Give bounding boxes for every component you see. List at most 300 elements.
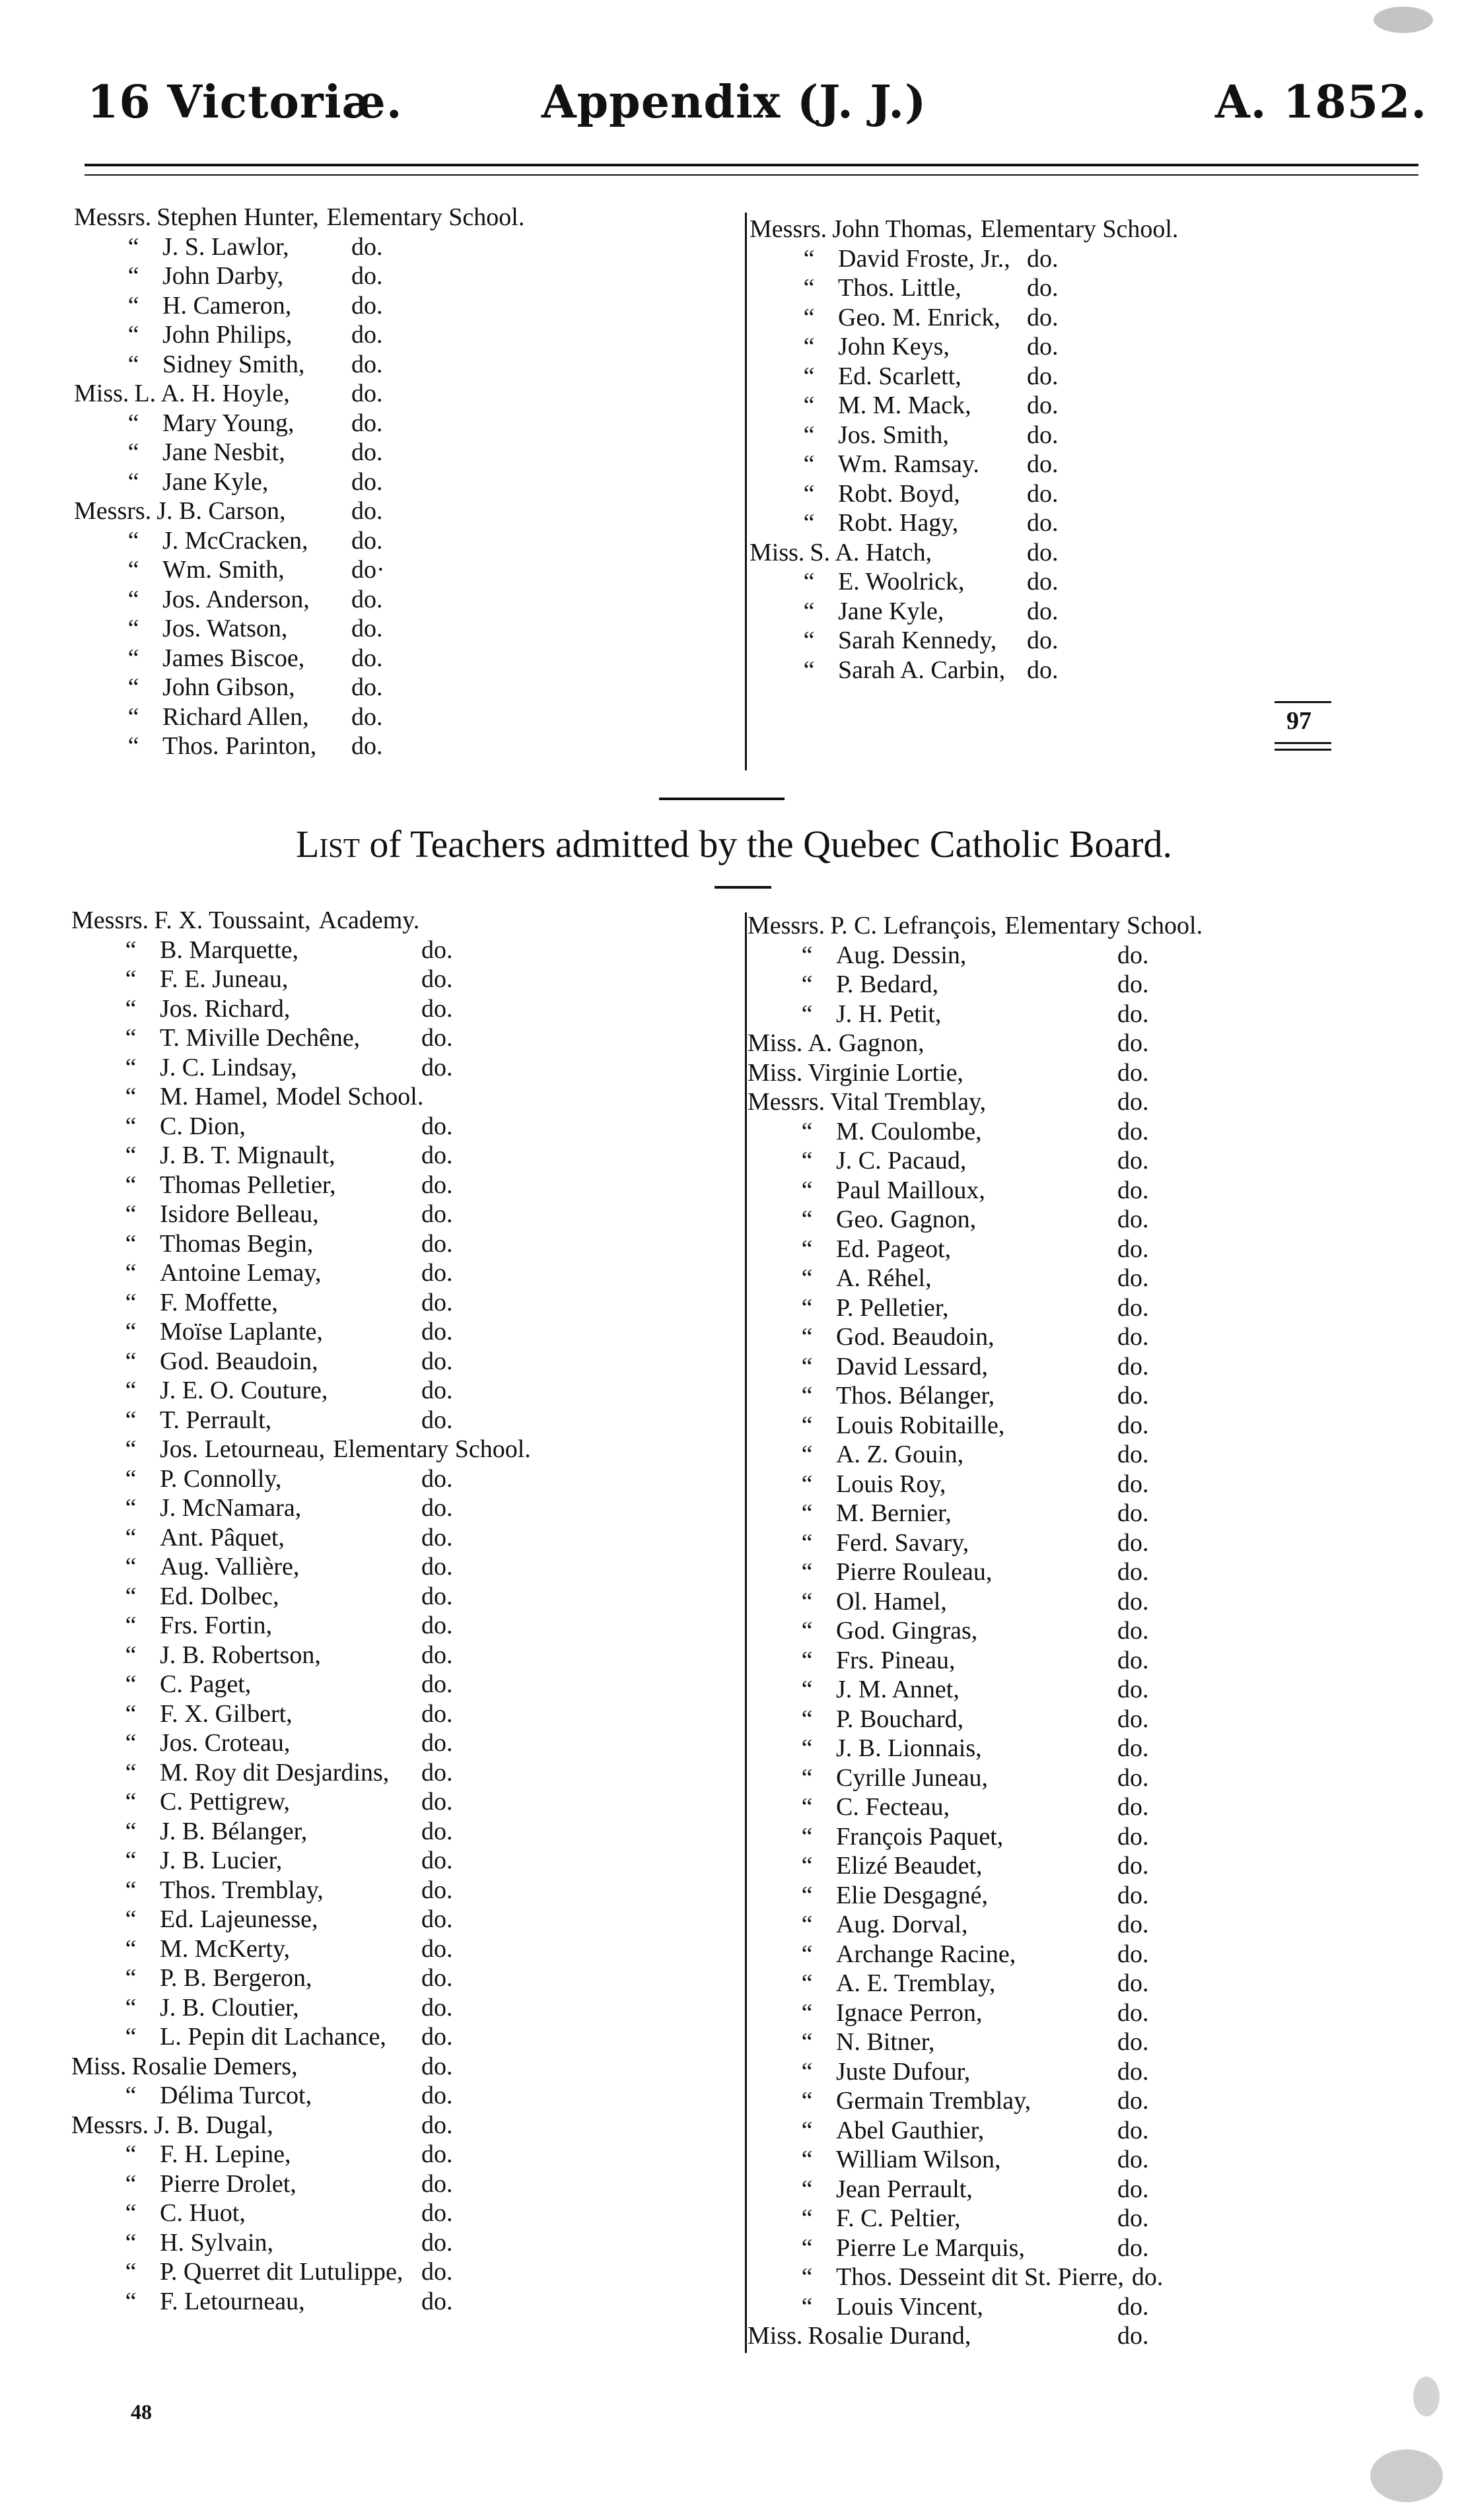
teacher-name: J. M. Annet, bbox=[836, 1676, 960, 1703]
school-type: do. bbox=[421, 1053, 453, 1081]
teacher-entry bbox=[748, 1822, 1448, 1852]
ditto-mark: “ bbox=[125, 1083, 137, 1110]
school-type: do. bbox=[351, 673, 383, 701]
ditto-mark: “ bbox=[125, 2169, 137, 2198]
teacher-entry bbox=[748, 1146, 1448, 1176]
teacher-entry bbox=[748, 941, 1448, 971]
teacher-name: Robt. Boyd, bbox=[838, 479, 960, 508]
ditto-mark: “ bbox=[127, 321, 139, 349]
school-type: do. bbox=[351, 380, 383, 407]
teacher-entry bbox=[74, 261, 734, 291]
ditto-mark: “ bbox=[125, 2082, 137, 2109]
section-separator-rule bbox=[659, 798, 785, 800]
school-type: do. bbox=[421, 1758, 453, 1787]
ditto-mark: “ bbox=[801, 1852, 813, 1880]
teacher-name: Frs. Pineau, bbox=[836, 1646, 956, 1674]
teacher-entry bbox=[748, 1176, 1448, 1206]
teacher-name: Abel Gauthier, bbox=[836, 2116, 985, 2144]
teacher-entry bbox=[748, 1734, 1448, 1763]
school-type: do. bbox=[1117, 1206, 1149, 1233]
ditto-mark: “ bbox=[801, 2116, 813, 2144]
teacher-entry bbox=[750, 215, 1410, 244]
school-type: do. bbox=[1117, 1852, 1149, 1880]
teacher-name: M. M. Mack, bbox=[838, 392, 971, 419]
teacher-entry bbox=[71, 1963, 732, 1993]
teacher-entry bbox=[748, 1058, 1448, 1088]
teacher-name: J. McCracken, bbox=[162, 526, 308, 555]
teacher-name: Jos. Smith, bbox=[838, 421, 949, 449]
school-type: do. bbox=[1117, 1646, 1149, 1674]
ditto-mark: “ bbox=[125, 1053, 137, 1081]
teacher-name: Jos. Letourneau, bbox=[160, 1435, 326, 1463]
teacher-name: A. E. Tremblay, bbox=[836, 1969, 996, 1997]
teacher-name: F. X. Gilbert, bbox=[160, 1699, 293, 1728]
ditto-mark: “ bbox=[127, 350, 139, 378]
school-type: do. bbox=[421, 1905, 453, 1933]
school-type: do. bbox=[1117, 1147, 1149, 1175]
teacher-name: Ed. Scarlett, bbox=[838, 362, 961, 390]
teacher-name: Juste Dufour, bbox=[836, 2057, 971, 2086]
ditto-mark: “ bbox=[801, 1382, 813, 1410]
teacher-entry bbox=[748, 1557, 1448, 1587]
school-type: do. bbox=[1117, 2087, 1149, 2115]
teacher-entry bbox=[71, 1406, 732, 1435]
teacher-name: N. Bitner, bbox=[836, 2028, 935, 2056]
ditto-mark: “ bbox=[801, 2087, 813, 2115]
teacher-name: H. Cameron, bbox=[162, 291, 292, 320]
teacher-name: C. Pettigrew, bbox=[160, 1788, 291, 1816]
ditto-mark: “ bbox=[127, 585, 139, 613]
teacher-name: L. Pepin dit Lachance, bbox=[160, 2023, 386, 2051]
teacher-entry bbox=[748, 1322, 1448, 1352]
teacher-name: J. C. Lindsay, bbox=[160, 1053, 297, 1081]
ditto-mark: “ bbox=[125, 1347, 137, 1375]
teacher-entry bbox=[750, 421, 1410, 450]
school-type: do. bbox=[1117, 1441, 1149, 1468]
teacher-name: L. A. H. Hoyle, bbox=[134, 380, 290, 407]
school-type: do. bbox=[351, 615, 383, 642]
total-rule-top bbox=[1275, 701, 1331, 703]
ditto-mark: “ bbox=[125, 1876, 137, 1904]
teacher-name: Thos. Little, bbox=[838, 274, 961, 302]
teacher-entry bbox=[748, 1851, 1448, 1881]
teacher-name: Jane Kyle, bbox=[162, 467, 269, 496]
title-prefix: Miss. bbox=[748, 1058, 803, 1087]
teacher-entry bbox=[74, 203, 734, 232]
school-type: do. bbox=[1027, 303, 1059, 331]
teacher-entry bbox=[71, 2228, 732, 2258]
school-type: do. bbox=[1131, 2263, 1164, 2291]
teacher-entry bbox=[748, 2116, 1448, 2146]
teacher-entry bbox=[750, 244, 1410, 274]
ditto-mark: “ bbox=[127, 409, 139, 437]
ditto-mark: “ bbox=[801, 971, 813, 998]
school-type: do. bbox=[1117, 1293, 1149, 1322]
school-type: do. bbox=[351, 438, 383, 466]
school-type: do. bbox=[421, 1817, 453, 1845]
teacher-name: F. X. Toussaint, bbox=[154, 906, 311, 934]
ditto-mark: “ bbox=[125, 2140, 137, 2168]
school-type: do. bbox=[1117, 1470, 1149, 1498]
ditto-mark: “ bbox=[125, 1905, 137, 1933]
ditto-mark: “ bbox=[801, 1147, 813, 1175]
school-type: do. bbox=[1117, 1940, 1149, 1968]
school-type: do. bbox=[1117, 1411, 1149, 1439]
school-type: do. bbox=[1027, 244, 1059, 273]
teacher-entry bbox=[750, 538, 1410, 568]
running-head-year: A. 1852. bbox=[1214, 76, 1427, 129]
school-type: do. bbox=[351, 467, 383, 496]
ditto-mark: “ bbox=[125, 1847, 137, 1874]
teacher-name: Rosalie Demers, bbox=[131, 2052, 298, 2080]
school-type: do. bbox=[1117, 1029, 1149, 1057]
teacher-name: Jane Kyle, bbox=[838, 597, 944, 625]
teacher-entry bbox=[71, 1200, 732, 1229]
teacher-name: Aug. Dorval, bbox=[836, 1911, 968, 1938]
school-type: do. bbox=[351, 732, 383, 760]
teacher-entry bbox=[748, 2263, 1448, 2292]
school-type: do. bbox=[421, 1523, 453, 1551]
teacher-entry bbox=[74, 614, 734, 644]
school-type: do. bbox=[351, 291, 383, 320]
school-type: do. bbox=[1117, 2233, 1149, 2262]
ditto-mark: “ bbox=[125, 936, 137, 964]
teacher-entry bbox=[748, 1616, 1448, 1646]
teacher-entry bbox=[748, 1411, 1448, 1441]
teacher-entry bbox=[71, 1728, 732, 1758]
ditto-mark: “ bbox=[801, 1206, 813, 1233]
section2-column-divider bbox=[745, 912, 747, 2353]
school-type: do. bbox=[421, 1876, 453, 1904]
school-type: do. bbox=[1027, 656, 1059, 684]
teacher-entry bbox=[74, 673, 734, 702]
teacher-entry bbox=[71, 906, 732, 936]
teacher-name: Sidney Smith, bbox=[162, 350, 305, 378]
school-type: do. bbox=[1117, 1058, 1149, 1087]
ditto-mark: “ bbox=[803, 303, 815, 331]
teacher-entry bbox=[74, 496, 734, 526]
teacher-name: Jean Perrault, bbox=[836, 2175, 973, 2203]
teacher-entry bbox=[71, 1758, 732, 1788]
teacher-entry bbox=[748, 970, 1448, 1000]
school-type: Elementary School. bbox=[1004, 912, 1203, 939]
school-type: do. bbox=[1117, 1323, 1149, 1351]
school-type: do. bbox=[421, 1670, 453, 1698]
school-type: do. bbox=[1027, 597, 1059, 625]
teacher-name: J. B. Robertson, bbox=[160, 1641, 321, 1669]
ditto-mark: “ bbox=[801, 2146, 813, 2173]
school-type: do. bbox=[1117, 1558, 1149, 1586]
ditto-mark: “ bbox=[801, 1528, 813, 1557]
teacher-entry bbox=[71, 1053, 732, 1083]
teacher-name: T. Miville Dechêne, bbox=[160, 1024, 361, 1052]
teacher-name: Vital Tremblay, bbox=[830, 1088, 987, 1116]
teacher-entry bbox=[71, 1376, 732, 1406]
ditto-mark: “ bbox=[803, 656, 815, 684]
ditto-mark: “ bbox=[803, 333, 815, 360]
teacher-name: J. B. Cloutier, bbox=[160, 1993, 299, 2022]
ditto-mark: “ bbox=[803, 421, 815, 449]
ditto-mark: “ bbox=[801, 2204, 813, 2232]
teacher-entry bbox=[71, 936, 732, 965]
teacher-entry bbox=[74, 555, 734, 585]
school-type: do. bbox=[351, 526, 383, 555]
teacher-name: Ed. Lajeunesse, bbox=[160, 1905, 318, 1933]
title-prefix: Messrs. bbox=[74, 203, 152, 231]
ditto-mark: “ bbox=[801, 2028, 813, 2056]
school-type: do. bbox=[421, 1934, 453, 1963]
teacher-name: Louis Roy, bbox=[836, 1470, 946, 1498]
ditto-mark: “ bbox=[127, 232, 139, 261]
school-type: do. bbox=[1027, 274, 1059, 302]
school-type: do. bbox=[1027, 392, 1059, 419]
ditto-mark: “ bbox=[125, 2023, 137, 2051]
school-type: do. bbox=[1117, 1176, 1149, 1204]
school-type: do. bbox=[421, 1494, 453, 1522]
teacher-name: Thos. Parinton, bbox=[162, 732, 317, 760]
teacher-name: F. C. Peltier, bbox=[836, 2204, 961, 2232]
school-type: do. bbox=[421, 1288, 453, 1316]
school-type: do. bbox=[421, 2140, 453, 2168]
school-type: do. bbox=[351, 232, 383, 261]
title-prefix: Miss. bbox=[74, 380, 129, 407]
school-type: Academy. bbox=[318, 906, 420, 934]
teacher-name: A. Gagnon, bbox=[808, 1029, 925, 1057]
school-type: do. bbox=[421, 1464, 453, 1493]
ditto-mark: “ bbox=[125, 1318, 137, 1345]
school-type: do. bbox=[421, 1200, 453, 1228]
teacher-entry bbox=[71, 1288, 732, 1318]
ditto-mark: “ bbox=[801, 2292, 813, 2321]
teacher-entry bbox=[71, 1934, 732, 1964]
teacher-entry bbox=[748, 1470, 1448, 1499]
teacher-name: M. Bernier, bbox=[836, 1499, 952, 1527]
school-type: do. bbox=[351, 262, 383, 290]
school-type: do. bbox=[1117, 941, 1149, 969]
school-type: do. bbox=[1117, 1793, 1149, 1821]
teacher-name: Jos. Richard, bbox=[160, 994, 291, 1023]
teacher-entry bbox=[71, 1670, 732, 1699]
teacher-entry bbox=[74, 526, 734, 556]
teacher-entry bbox=[74, 438, 734, 467]
teacher-entry bbox=[748, 2321, 1448, 2351]
teacher-entry bbox=[750, 626, 1410, 656]
school-type: do. bbox=[1027, 538, 1059, 566]
running-head-title: Appendix (J. J.) bbox=[541, 76, 927, 129]
teacher-name: John Thomas, bbox=[832, 215, 973, 243]
title-prefix: Messrs. bbox=[748, 1088, 825, 1116]
teacher-name: Jane Nesbit, bbox=[162, 438, 285, 466]
ditto-mark: “ bbox=[801, 2233, 813, 2262]
school-type: do. bbox=[421, 2169, 453, 2198]
teacher-name: J. E. O. Couture, bbox=[160, 1377, 328, 1404]
teacher-entry bbox=[71, 1464, 732, 1494]
teacher-name: P. Bouchard, bbox=[836, 1705, 964, 1733]
ditto-mark: “ bbox=[125, 2228, 137, 2257]
school-type: do. bbox=[421, 1553, 453, 1581]
teacher-entry bbox=[748, 2292, 1448, 2322]
section1-right-column bbox=[750, 215, 1410, 685]
teacher-entry bbox=[750, 273, 1410, 303]
total-rule-bottom bbox=[1275, 742, 1331, 744]
total-rule-bottom-2 bbox=[1275, 749, 1331, 751]
ditto-mark: “ bbox=[127, 702, 139, 731]
school-type: do. bbox=[421, 2199, 453, 2227]
teacher-entry bbox=[74, 585, 734, 615]
teacher-name: Isidore Belleau, bbox=[160, 1200, 319, 1228]
ditto-mark: “ bbox=[801, 1881, 813, 1909]
school-type: do· bbox=[351, 556, 385, 584]
ditto-mark: “ bbox=[801, 1998, 813, 2027]
teacher-name: Sarah Kennedy, bbox=[838, 627, 997, 654]
teacher-entry bbox=[71, 1023, 732, 1053]
ditto-mark: “ bbox=[125, 1934, 137, 1963]
teacher-entry bbox=[71, 1141, 732, 1171]
ditto-mark: “ bbox=[801, 1705, 813, 1733]
ditto-mark: “ bbox=[125, 1729, 137, 1757]
ditto-mark: “ bbox=[801, 1676, 813, 1703]
school-type: do. bbox=[1117, 1587, 1149, 1616]
teacher-entry bbox=[71, 1171, 732, 1200]
teacher-entry bbox=[71, 2287, 732, 2317]
teacher-entry bbox=[71, 1229, 732, 1259]
school-type: do. bbox=[1117, 2204, 1149, 2232]
teacher-name: Robt. Hagy, bbox=[838, 509, 959, 537]
teacher-name: Thos. Tremblay, bbox=[160, 1876, 324, 1904]
teacher-name: Geo. M. Enrick, bbox=[838, 303, 1000, 331]
teacher-name: Pierre Rouleau, bbox=[836, 1558, 993, 1586]
teacher-entry bbox=[71, 1787, 732, 1817]
section2-left-column bbox=[71, 906, 732, 2316]
school-type: do. bbox=[351, 644, 383, 672]
school-type: do. bbox=[421, 1406, 453, 1434]
school-type: do. bbox=[421, 1171, 453, 1199]
teacher-name: William Wilson, bbox=[836, 2146, 1001, 2173]
ditto-mark: “ bbox=[125, 1993, 137, 2022]
title-prefix: Messrs. bbox=[74, 497, 152, 525]
teacher-entry bbox=[748, 1000, 1448, 1029]
teacher-entry bbox=[71, 1435, 732, 1464]
ditto-mark: “ bbox=[125, 1553, 137, 1581]
school-type: do. bbox=[1117, 1352, 1149, 1380]
teacher-name: David Lessard, bbox=[836, 1352, 989, 1380]
teacher-name: Rosalie Durand, bbox=[808, 2322, 971, 2350]
teacher-entry bbox=[748, 1235, 1448, 1264]
ditto-mark: “ bbox=[127, 673, 139, 701]
teacher-entry bbox=[748, 1705, 1448, 1734]
scan-speck bbox=[1370, 2449, 1443, 2502]
school-type: do. bbox=[421, 1641, 453, 1669]
ditto-mark: “ bbox=[125, 1288, 137, 1316]
ditto-mark: “ bbox=[127, 732, 139, 760]
ditto-mark: “ bbox=[801, 1646, 813, 1674]
title-prefix: Messrs. bbox=[71, 2111, 149, 2139]
school-type: do. bbox=[1117, 2322, 1149, 2350]
teacher-name: J. B. Dugal, bbox=[154, 2111, 273, 2139]
ditto-mark: “ bbox=[801, 1940, 813, 1968]
teacher-name: Ferd. Savary, bbox=[836, 1528, 969, 1557]
teacher-name: Aug. Vallière, bbox=[160, 1553, 300, 1581]
ditto-mark: “ bbox=[801, 1793, 813, 1821]
ditto-mark: “ bbox=[125, 1229, 137, 1258]
teacher-entry bbox=[750, 362, 1410, 392]
teacher-name: M. Coulombe, bbox=[836, 1117, 982, 1145]
ditto-mark: “ bbox=[125, 1817, 137, 1845]
teacher-name: B. Marquette, bbox=[160, 936, 299, 964]
teacher-entry bbox=[748, 1087, 1448, 1117]
ditto-mark: “ bbox=[803, 479, 815, 508]
school-type: do. bbox=[1117, 1382, 1149, 1410]
school-type: do. bbox=[1027, 362, 1059, 390]
teacher-entry bbox=[748, 1293, 1448, 1323]
teacher-name: Virginie Lortie, bbox=[808, 1058, 963, 1087]
teacher-entry bbox=[750, 508, 1410, 538]
teacher-name: J. McNamara, bbox=[160, 1494, 302, 1522]
school-type: do. bbox=[1027, 450, 1059, 478]
page-number: 48 bbox=[131, 2400, 152, 2424]
school-type: do. bbox=[421, 1699, 453, 1728]
ditto-mark: “ bbox=[801, 1352, 813, 1380]
section2-title-rest: of Teachers admitted by the Quebec Catholic Board. bbox=[359, 823, 1173, 866]
title-underline-rule bbox=[715, 886, 771, 889]
teacher-entry bbox=[71, 1817, 732, 1847]
teacher-name: Wm. Smith, bbox=[162, 556, 285, 584]
teacher-entry bbox=[71, 1317, 732, 1347]
ditto-mark: “ bbox=[801, 2263, 813, 2291]
school-type: do. bbox=[351, 409, 383, 437]
teacher-entry bbox=[74, 409, 734, 438]
teacher-name: C. Dion, bbox=[160, 1112, 246, 1140]
school-type: do. bbox=[1117, 1763, 1149, 1792]
scan-speck bbox=[1374, 7, 1433, 33]
teacher-entry bbox=[750, 303, 1410, 333]
teacher-name: S. A. Hatch, bbox=[810, 538, 932, 566]
school-type: do. bbox=[1117, 1998, 1149, 2027]
ditto-mark: “ bbox=[803, 392, 815, 419]
ditto-mark: “ bbox=[801, 1441, 813, 1468]
school-type: do. bbox=[1027, 479, 1059, 508]
teacher-entry bbox=[748, 1763, 1448, 1793]
teacher-name: M. Roy dit Desjardins, bbox=[160, 1758, 390, 1787]
section1-column-divider bbox=[745, 213, 747, 770]
teacher-name: Cyrille Juneau, bbox=[836, 1763, 989, 1792]
title-prefix: Miss. bbox=[71, 2052, 127, 2080]
teacher-entry bbox=[74, 350, 734, 380]
teacher-entry bbox=[71, 2052, 732, 2082]
teacher-entry bbox=[74, 379, 734, 409]
school-type: do. bbox=[421, 2023, 453, 2051]
teacher-name: Richard Allen, bbox=[162, 702, 309, 731]
school-type: Elementary School. bbox=[326, 203, 525, 231]
teacher-name: A. Z. Gouin, bbox=[836, 1441, 964, 1468]
teacher-name: C. Fecteau, bbox=[836, 1793, 950, 1821]
school-type: do. bbox=[421, 1259, 453, 1287]
school-type: do. bbox=[421, 2052, 453, 2080]
teacher-entry bbox=[71, 1699, 732, 1729]
teacher-entry bbox=[748, 1646, 1448, 1676]
ditto-mark: “ bbox=[801, 1734, 813, 1762]
school-type: do. bbox=[1027, 421, 1059, 449]
teacher-name: John Darby, bbox=[162, 262, 284, 290]
ditto-mark: “ bbox=[801, 1587, 813, 1616]
school-type: do. bbox=[1117, 971, 1149, 998]
school-type: do. bbox=[1117, 2292, 1149, 2321]
teacher-name: P. Querret dit Lutulippe, bbox=[160, 2258, 403, 2286]
ditto-mark: “ bbox=[125, 1112, 137, 1140]
ditto-mark: “ bbox=[125, 1464, 137, 1493]
teacher-name: God. Beaudoin, bbox=[160, 1347, 318, 1375]
teacher-name: Thos. Bélanger, bbox=[836, 1382, 995, 1410]
